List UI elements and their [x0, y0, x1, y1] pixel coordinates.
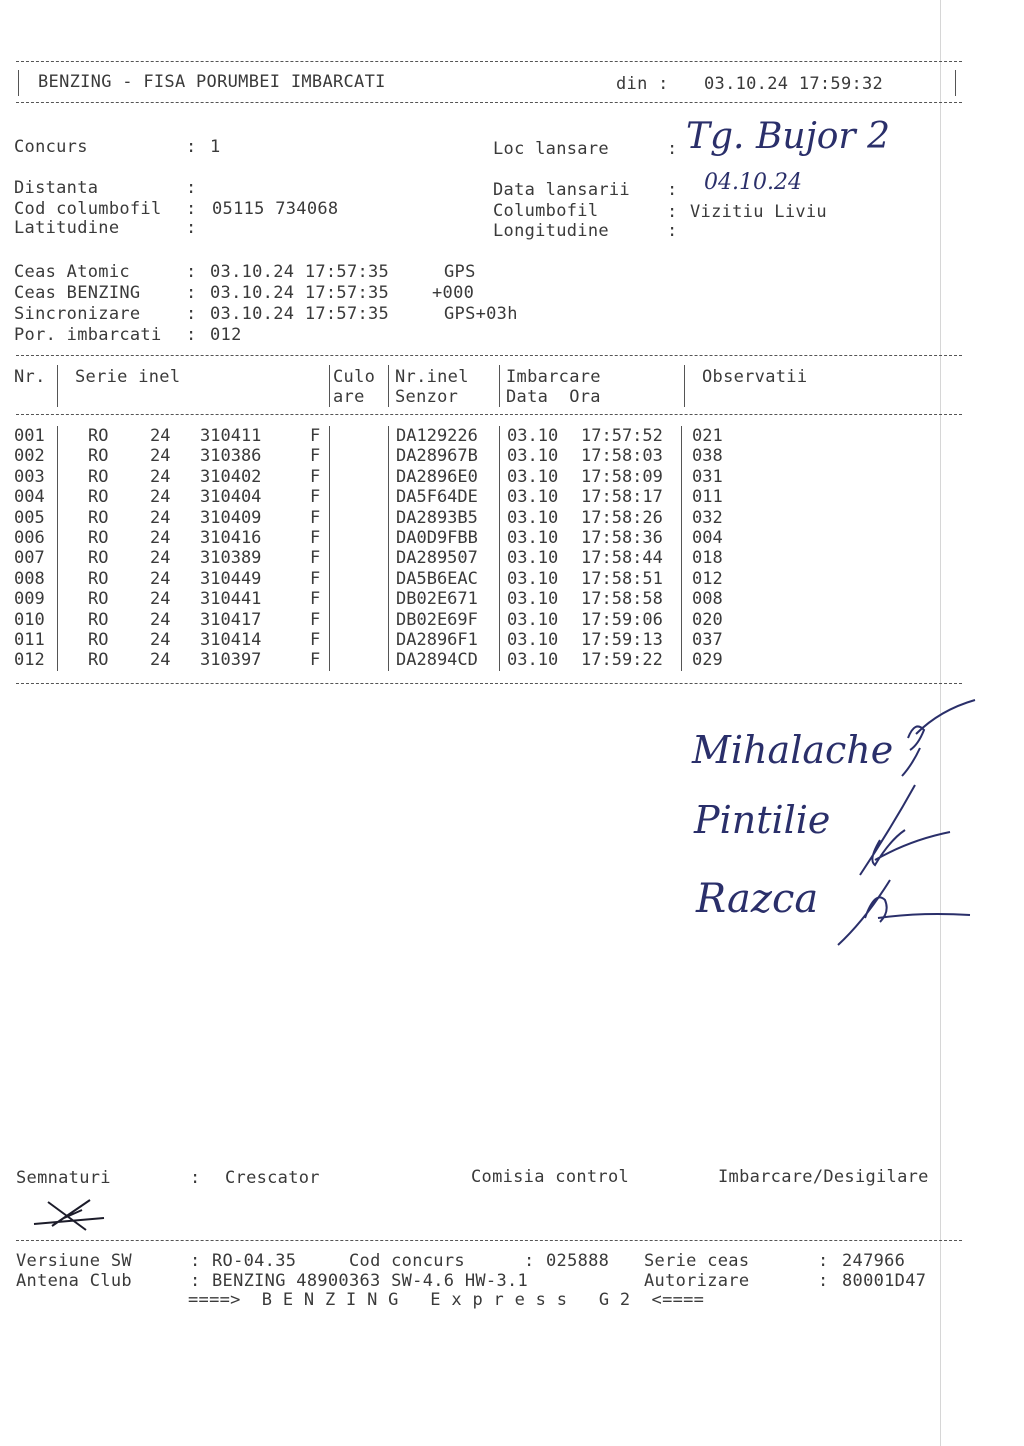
row-ring: 310397 — [200, 650, 262, 671]
row-nr: 003 — [14, 466, 45, 487]
row-country: RO — [88, 548, 109, 569]
handwritten-name-1: Mihalache — [692, 728, 894, 772]
semnaturi-colon: : — [190, 1168, 201, 1188]
row-sensor: DA2896F1 — [396, 630, 478, 650]
versiune-sw-value: RO-04.35 — [212, 1251, 297, 1271]
row-date: 03.10 — [507, 466, 559, 487]
ceas-atomic-label: Ceas Atomic — [14, 262, 130, 282]
col-header-nrinel-2: Senzor — [395, 387, 459, 407]
header-rule-top — [16, 61, 962, 62]
row-ring: 310416 — [200, 528, 262, 548]
handwritten-name-3: Razca — [696, 876, 819, 922]
row-sensor: DA28967B — [396, 446, 478, 467]
row-sensor: DA289507 — [396, 548, 478, 569]
columbofil-label: Columbofil — [493, 201, 599, 221]
col-header-serie: Serie inel — [75, 367, 181, 387]
header-left-bar — [18, 70, 19, 96]
ceas-benzing-suffix: +000 — [432, 283, 475, 303]
row-ring: 310409 — [200, 507, 262, 528]
ceas-benzing-value: 03.10.24 17:57:35 — [210, 283, 390, 303]
serie-ceas-label: Serie ceas — [644, 1251, 750, 1271]
row-time: 17:58:51 — [581, 568, 663, 589]
row-time: 17:58:26 — [581, 507, 663, 528]
cod-columbofil-label: Cod columbofil — [14, 199, 162, 219]
col-header-imbarcare-1: Imbarcare — [506, 367, 601, 387]
latitudine-colon: : — [186, 218, 197, 238]
row-nr: 008 — [14, 568, 45, 589]
row-date: 03.10 — [507, 507, 559, 528]
din-value: 03.10.24 17:59:32 — [704, 74, 884, 94]
row-ring: 310414 — [200, 630, 262, 650]
loc-lansare-label: Loc lansare — [493, 139, 609, 159]
benzing-banner: ====> B E N Z I N G E x p r e s s G 2 <==== — [188, 1290, 705, 1310]
row-year: 24 — [150, 487, 171, 508]
loc-lansare-colon: : — [667, 139, 678, 159]
row-time: 17:58:17 — [581, 487, 663, 508]
row-nr: 011 — [14, 630, 45, 650]
din-label: din : — [616, 74, 669, 94]
row-time: 17:58:36 — [581, 528, 663, 548]
ceas-benzing-colon: : — [186, 283, 197, 303]
row-ring: 310441 — [200, 589, 262, 610]
row-year: 24 — [150, 528, 171, 548]
row-observation: 031 — [692, 466, 723, 487]
row-time: 17:57:52 — [581, 426, 663, 446]
col-header-imbarcare-2: Data Ora — [506, 387, 601, 407]
comisia-control-label: Comisia control — [471, 1167, 630, 1187]
data-lansarii-label: Data lansarii — [493, 180, 630, 200]
table-rule-bottom — [16, 683, 962, 684]
autorizare-colon: : — [818, 1271, 829, 1291]
row-date: 03.10 — [507, 446, 559, 467]
header-divider-3 — [388, 365, 389, 407]
col-header-nr: Nr. — [14, 367, 46, 387]
col-header-observatii: Observatii — [702, 367, 808, 387]
body-divider-3 — [388, 426, 389, 671]
body-divider-2 — [329, 426, 330, 671]
row-nr: 009 — [14, 589, 45, 610]
header-divider-5 — [684, 365, 685, 407]
table-rule-mid — [16, 414, 962, 415]
row-country: RO — [88, 528, 109, 548]
body-divider-4 — [499, 426, 500, 671]
row-date: 03.10 — [507, 548, 559, 569]
ceas-atomic-value: 03.10.24 17:57:35 — [210, 262, 390, 282]
imbarcare-desigilare-label: Imbarcare/Desigilare — [718, 1167, 929, 1187]
ceas-benzing-label: Ceas BENZING — [14, 283, 141, 303]
columbofil-colon: : — [667, 202, 678, 222]
row-country: RO — [88, 487, 109, 508]
row-observation: 029 — [692, 650, 723, 671]
row-time: 17:58:03 — [581, 446, 663, 467]
sincronizare-colon: : — [186, 304, 197, 324]
cod-concurs-value: 025888 — [546, 1251, 610, 1271]
row-ring: 310404 — [200, 487, 262, 508]
row-ring: 310449 — [200, 568, 262, 589]
data-lansarii-handwritten: 04.10.24 — [704, 170, 802, 195]
col-header-culoare-2: are — [333, 387, 365, 407]
row-observation: 004 — [692, 528, 723, 548]
row-date: 03.10 — [507, 426, 559, 446]
row-nr: 002 — [14, 446, 45, 467]
row-nr: 001 — [14, 426, 45, 446]
row-observation: 037 — [692, 630, 723, 650]
row-nr: 005 — [14, 507, 45, 528]
row-nr: 006 — [14, 528, 45, 548]
row-date: 03.10 — [507, 487, 559, 508]
sincronizare-suffix: GPS+03h — [444, 304, 518, 324]
data-lansarii-colon: : — [667, 180, 678, 200]
row-year: 24 — [150, 630, 171, 650]
row-year: 24 — [150, 466, 171, 487]
por-imbarcati-colon: : — [186, 325, 197, 345]
crescator-signature — [30, 1196, 110, 1232]
row-time: 17:59:22 — [581, 650, 663, 671]
col-header-culoare-1: Culo — [333, 367, 376, 387]
row-date: 03.10 — [507, 630, 559, 650]
header-divider-4 — [499, 365, 500, 407]
autorizare-label: Autorizare — [644, 1271, 750, 1291]
latitudine-label: Latitudine — [14, 218, 120, 238]
distanta-colon: : — [186, 178, 197, 198]
antena-club-label: Antena Club — [16, 1271, 132, 1291]
row-year: 24 — [150, 446, 171, 467]
row-observation: 012 — [692, 568, 723, 589]
body-divider-1 — [57, 426, 58, 671]
serie-ceas-colon: : — [818, 1251, 829, 1271]
row-year: 24 — [150, 650, 171, 671]
row-sensor: DB02E69F — [396, 609, 478, 630]
sincronizare-label: Sincronizare — [14, 304, 141, 324]
row-observation: 020 — [692, 609, 723, 630]
row-sensor: DA5B6EAC — [396, 568, 478, 589]
row-observation: 032 — [692, 507, 723, 528]
row-country: RO — [88, 589, 109, 610]
row-country: RO — [88, 609, 109, 630]
row-country: RO — [88, 446, 109, 467]
table-rule-top — [16, 355, 962, 356]
document-title: BENZING - FISA PORUMBEI IMBARCATI — [38, 72, 386, 92]
row-observation: 008 — [692, 589, 723, 610]
row-ring: 310386 — [200, 446, 262, 467]
serie-ceas-value: 247966 — [842, 1251, 906, 1271]
row-sensor: DA2896E0 — [396, 466, 478, 487]
header-right-bar — [955, 70, 956, 96]
row-ring: 310411 — [200, 426, 262, 446]
row-sex: F — [310, 650, 321, 671]
handwritten-signatures — [820, 690, 985, 960]
row-sex: F — [310, 630, 321, 650]
row-sex: F — [310, 487, 321, 508]
crescator-label: Crescator — [225, 1168, 320, 1188]
cod-concurs-label: Cod concurs — [349, 1251, 465, 1271]
footer-rule — [16, 1240, 962, 1241]
por-imbarcati-value: 012 — [210, 325, 242, 345]
row-ring: 310402 — [200, 466, 262, 487]
row-sex: F — [310, 466, 321, 487]
row-country: RO — [88, 630, 109, 650]
distanta-label: Distanta — [14, 178, 99, 198]
concurs-colon: : — [186, 137, 197, 157]
concurs-label: Concurs — [14, 137, 88, 157]
row-sensor: DA129226 — [396, 426, 478, 446]
header-divider-2 — [329, 365, 330, 407]
row-observation: 021 — [692, 426, 723, 446]
antena-club-value: BENZING 48900363 SW-4.6 HW-3.1 — [212, 1271, 529, 1291]
row-observation: 018 — [692, 548, 723, 569]
row-year: 24 — [150, 426, 171, 446]
row-sex: F — [310, 528, 321, 548]
row-nr: 004 — [14, 487, 45, 508]
row-sex: F — [310, 548, 321, 569]
row-date: 03.10 — [507, 609, 559, 630]
row-country: RO — [88, 650, 109, 671]
semnaturi-label: Semnaturi — [16, 1168, 111, 1188]
row-sex: F — [310, 568, 321, 589]
row-date: 03.10 — [507, 568, 559, 589]
longitudine-colon: : — [667, 221, 678, 241]
row-ring: 310417 — [200, 609, 262, 630]
row-date: 03.10 — [507, 650, 559, 671]
row-year: 24 — [150, 568, 171, 589]
row-sex: F — [310, 426, 321, 446]
handwritten-name-2: Pintilie — [694, 798, 831, 842]
row-ring: 310389 — [200, 548, 262, 569]
row-country: RO — [88, 466, 109, 487]
row-time: 17:58:44 — [581, 548, 663, 569]
row-nr: 012 — [14, 650, 45, 671]
row-time: 17:59:06 — [581, 609, 663, 630]
row-sensor: DB02E671 — [396, 589, 478, 610]
sincronizare-value: 03.10.24 17:57:35 — [210, 304, 390, 324]
autorizare-value: 80001D47 — [842, 1271, 927, 1291]
row-sensor: DA2894CD — [396, 650, 478, 671]
row-country: RO — [88, 426, 109, 446]
row-sex: F — [310, 609, 321, 630]
row-nr: 007 — [14, 548, 45, 569]
header-divider-1 — [57, 365, 58, 407]
columbofil-value: Vizitiu Liviu — [690, 202, 827, 222]
concurs-value: 1 — [210, 137, 221, 157]
cod-columbofil-colon: : — [186, 199, 197, 219]
row-year: 24 — [150, 548, 171, 569]
cod-columbofil-value: 05115 734068 — [212, 199, 339, 219]
versiune-sw-colon: : — [190, 1251, 201, 1271]
row-year: 24 — [150, 589, 171, 610]
row-year: 24 — [150, 507, 171, 528]
header-rule-bottom — [16, 102, 962, 103]
body-divider-5 — [681, 426, 682, 671]
row-sex: F — [310, 446, 321, 467]
por-imbarcati-label: Por. imbarcati — [14, 325, 162, 345]
versiune-sw-label: Versiune SW — [16, 1251, 132, 1271]
ceas-atomic-colon: : — [186, 262, 197, 282]
row-sex: F — [310, 589, 321, 610]
row-time: 17:59:13 — [581, 630, 663, 650]
loc-lansare-handwritten: Tg. Bujor 2 — [686, 116, 890, 157]
row-sensor: DA0D9FBB — [396, 528, 478, 548]
col-header-nrinel-1: Nr.inel — [395, 367, 469, 387]
row-time: 17:58:09 — [581, 466, 663, 487]
row-sensor: DA5F64DE — [396, 487, 478, 508]
row-observation: 038 — [692, 446, 723, 467]
row-time: 17:58:58 — [581, 589, 663, 610]
row-year: 24 — [150, 609, 171, 630]
row-observation: 011 — [692, 487, 723, 508]
ceas-atomic-suffix: GPS — [444, 262, 476, 282]
row-nr: 010 — [14, 609, 45, 630]
cod-concurs-colon: : — [524, 1251, 535, 1271]
row-country: RO — [88, 568, 109, 589]
row-sex: F — [310, 507, 321, 528]
row-country: RO — [88, 507, 109, 528]
longitudine-label: Longitudine — [493, 221, 609, 241]
row-date: 03.10 — [507, 589, 559, 610]
antena-club-colon: : — [190, 1271, 201, 1291]
row-sensor: DA2893B5 — [396, 507, 478, 528]
row-date: 03.10 — [507, 528, 559, 548]
